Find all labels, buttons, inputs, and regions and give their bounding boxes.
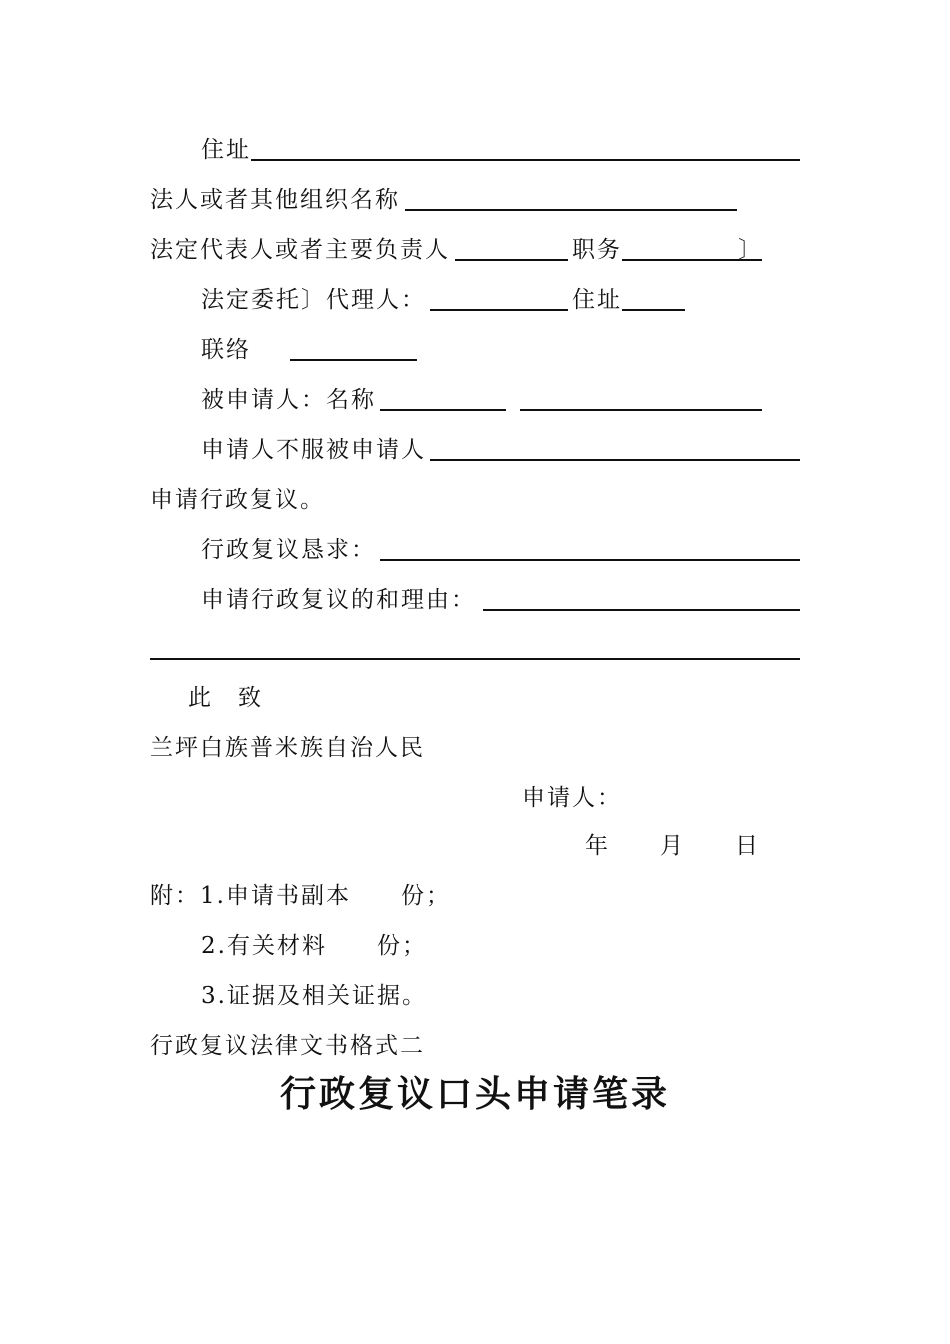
respondent-extra-field[interactable] [520, 409, 762, 411]
address-field[interactable] [251, 159, 800, 161]
attachment-item-1: 附：1.申请书副本 份； [150, 883, 451, 909]
legal-rep-field[interactable] [455, 259, 568, 261]
bracket-mark: 〕 [738, 237, 763, 263]
attachment-item-3: 3.证据及相关证据。 [201, 983, 427, 1009]
attachment-item-2: 2.有关材料 份； [201, 933, 427, 959]
salutation: 此 致 [188, 685, 263, 711]
respondent-label: 被申请人：名称 [201, 387, 376, 413]
request-label: 行政复议恳求： [201, 537, 376, 563]
respondent-name-field[interactable] [380, 409, 506, 411]
applicant-signature-label: 申请人： [522, 785, 622, 811]
date-label: 年 月 日 [585, 833, 760, 859]
legal-rep-label: 法定代表人或者主要负责人 [150, 237, 450, 263]
apply-text: 申请行政复议。 [150, 487, 325, 513]
dispute-field[interactable] [430, 459, 800, 461]
reason-field-line-2[interactable] [150, 658, 800, 660]
address-label: 住址 [201, 137, 251, 163]
dispute-label: 申请人不服被申请人 [201, 437, 426, 463]
agent-field[interactable] [430, 309, 568, 311]
org-name-field[interactable] [405, 209, 737, 211]
agent-address-label: 住址 [572, 287, 622, 313]
request-field[interactable] [380, 559, 800, 561]
org-name-label: 法人或者其他组织名称 [150, 187, 400, 213]
contact-label: 联络 [201, 337, 251, 363]
format-label: 行政复议法律文书格式二 [150, 1033, 425, 1059]
reason-field[interactable] [483, 609, 800, 611]
document-title: 行政复议口头申请笔录 [279, 1074, 670, 1115]
contact-field[interactable] [290, 359, 417, 361]
agent-label: 法定委托〕代理人： [201, 287, 426, 313]
agent-address-field[interactable] [622, 309, 685, 311]
position-label: 职务 [572, 237, 622, 263]
recipient: 兰坪白族普米族自治人民 [150, 735, 425, 761]
reason-label: 申请行政复议的和理由： [201, 587, 476, 613]
